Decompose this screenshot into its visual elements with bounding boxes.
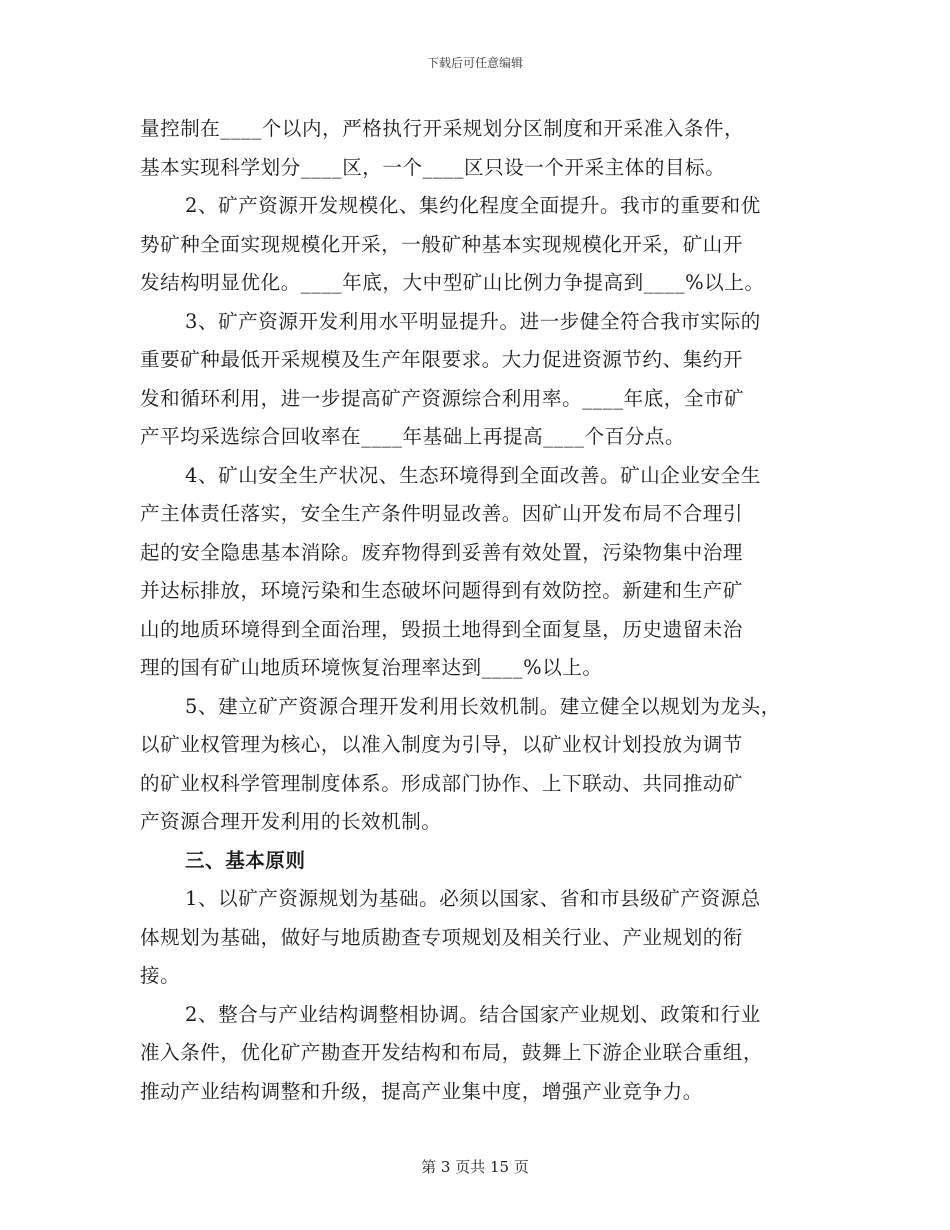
body-line: 3、矿产资源开发利用水平明显提升。进一步健全符合我市实际的 xyxy=(185,309,761,333)
body-line: 山的地质环境得到全面治理，毁损土地得到全面复垦，历史遗留未治 xyxy=(140,617,744,641)
body-line: 2、矿产资源开发规模化、集约化程度全面提升。我市的重要和优 xyxy=(185,194,761,217)
body-line: 5、建立矿产资源合理开发利用长效机制。建立健全以规划为龙头， xyxy=(185,694,781,718)
section-heading: 三、基本原则 xyxy=(185,848,306,872)
body-line: 发和循环利用，进一步提高矿产资源综合利用率。____年底，全市矿 xyxy=(140,386,745,410)
body-line: 1、以矿产资源规划为基础。必须以国家、省和市县级矿产资源总 xyxy=(185,887,761,910)
body-line: 理的国有矿山地质环境恢复治理率达到____%以上。 xyxy=(140,656,603,679)
body-line: 的矿业权科学管理制度体系。形成部门协作、上下联动、共同推动矿 xyxy=(140,771,744,795)
body-line: 产资源合理开发利用的长效机制。 xyxy=(140,810,442,833)
body-line: 接。 xyxy=(140,964,181,987)
body-line: 产主体责任落实，安全生产条件明显改善。因矿山开发布局不合理引 xyxy=(140,502,744,525)
body-line: 推动产业结构调整和升级，提高产业集中度，增强产业竞争力。 xyxy=(140,1079,703,1103)
body-line: 产平均采选综合回收率在____年基础上再提高____个百分点。 xyxy=(140,425,686,448)
page-number: 第 3 页共 15 页 xyxy=(421,1158,529,1176)
body-line: 量控制在____个以内，严格执行开采规划分区制度和开采准入条件， xyxy=(140,117,745,140)
body-line: 并达标排放，环境污染和生态破坏问题得到有效防控。新建和生产矿 xyxy=(140,579,744,602)
document-body xyxy=(140,110,830,1111)
body-line: 准入条件，优化矿产勘查开发结构和布局，鼓舞上下游企业联合重组， xyxy=(140,1041,764,1064)
page-header: 下载后可任意编辑 xyxy=(426,56,523,70)
body-line: 基本实现科学划分____区，一个____区只设一个开采主体的目标。 xyxy=(140,155,726,179)
body-line: 2、整合与产业结构调整相协调。结合国家产业规划、政策和行业 xyxy=(185,1002,761,1026)
body-line: 重要矿种最低开采规模及生产年限要求。大力促进资源节约、集约开 xyxy=(140,348,744,371)
body-line: 体规划为基础，做好与地质勘查专项规划及相关行业、产业规划的衔 xyxy=(140,925,744,949)
body-line: 起的安全隐患基本消除。废弃物得到妥善有效处置，污染物集中治理 xyxy=(140,540,744,564)
body-line: 势矿种全面实现规模化开采，一般矿种基本实现规模化开采，矿山开 xyxy=(140,232,744,256)
body-line: 发结构明显优化。____年底，大中型矿山比例力争提高到____%以上。 xyxy=(140,271,765,294)
body-line: 4、矿山安全生产状况、生态环境得到全面改善。矿山企业安全生 xyxy=(185,463,761,487)
body-line: 以矿业权管理为核心，以准入制度为引导，以矿业权计划投放为调节 xyxy=(140,733,744,756)
